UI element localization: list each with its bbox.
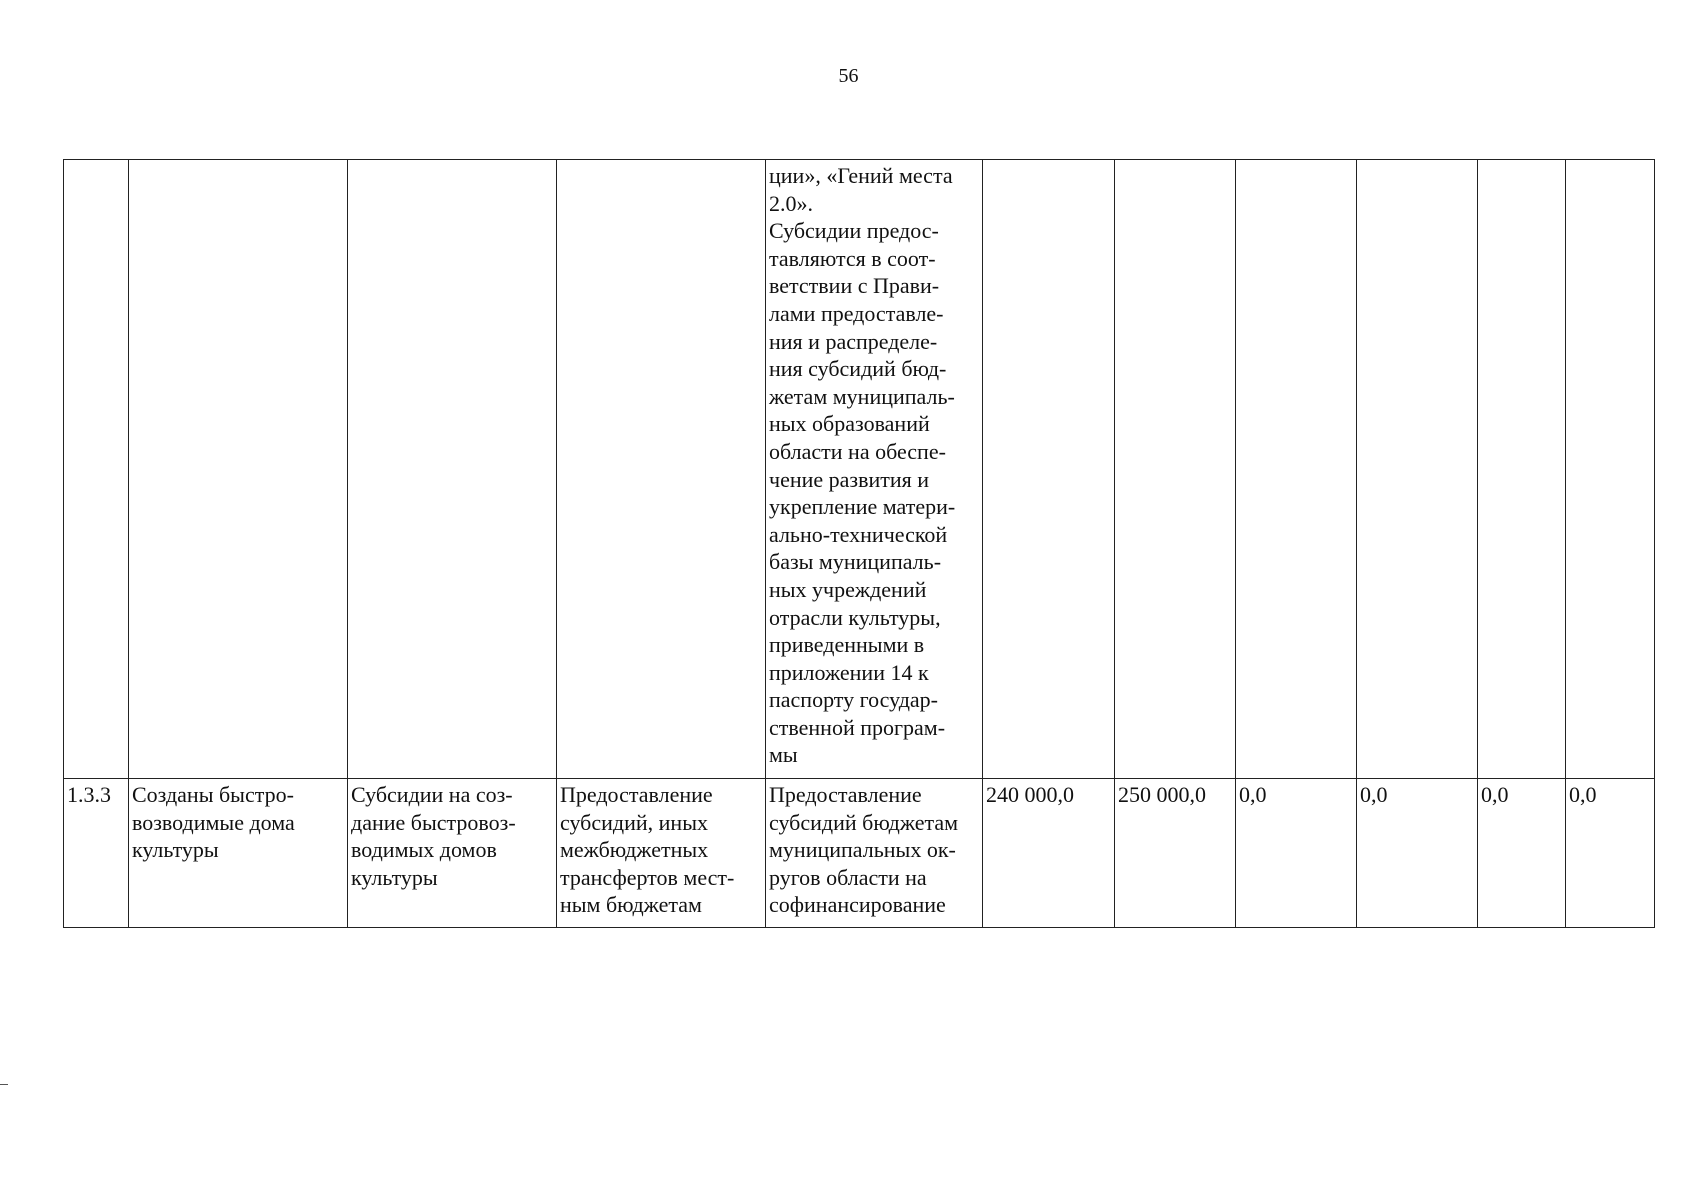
table-row-1-3-3 bbox=[64, 779, 1655, 928]
cell-value-3: 0,0 bbox=[1236, 779, 1357, 928]
cell-result bbox=[129, 160, 348, 779]
cell-type: Предоставление субсидий, иных межбюджетных трансфертов мест- ным бюджетам bbox=[557, 779, 766, 928]
cell-value-5 bbox=[1478, 160, 1566, 779]
cell-name bbox=[348, 160, 557, 779]
cell-value-5: 0,0 bbox=[1478, 779, 1566, 928]
page-number: 56 bbox=[838, 65, 859, 87]
program-table bbox=[63, 159, 1655, 928]
cell-value-2 bbox=[1115, 160, 1236, 779]
cell-value-1 bbox=[983, 160, 1115, 779]
cell-value-1: 240 000,0 bbox=[983, 779, 1115, 928]
cell-value-3 bbox=[1236, 160, 1357, 779]
cell-value-6: 0,0 bbox=[1566, 779, 1655, 928]
cell-value-4: 0,0 bbox=[1357, 779, 1478, 928]
table-row-continuation bbox=[64, 160, 1655, 779]
cell-value-4 bbox=[1357, 160, 1478, 779]
cell-characteristic: ции», «Гений места 2.0». Субсидии предос- тавляются в соот- ветствии с Прави- лами предоставле- ния и распределе- ния субсидий бюд- жетам муниципаль- ных образований области на обеспе- чение развития и укрепление матери- ально-технической базы муниципаль- ных учреждений отрасли культуры, приведенными в приложении 14 к паспорту государ- ственной програм- мы bbox=[766, 160, 983, 779]
cell-characteristic: Предоставление субсидий бюджетам муниципальных ок- ругов области на софинансирование bbox=[766, 779, 983, 928]
cell-result: Созданы быстро- возводимые дома культуры bbox=[129, 779, 348, 928]
cell-number: 1.3.3 bbox=[64, 779, 129, 928]
cell-value-2: 250 000,0 bbox=[1115, 779, 1236, 928]
cell-number bbox=[64, 160, 129, 779]
cell-type bbox=[557, 160, 766, 779]
cell-value-6 bbox=[1566, 160, 1655, 779]
scan-edge-mark bbox=[0, 1084, 8, 1085]
cell-name: Субсидии на соз- дание быстровоз- водимых домов культуры bbox=[348, 779, 557, 928]
